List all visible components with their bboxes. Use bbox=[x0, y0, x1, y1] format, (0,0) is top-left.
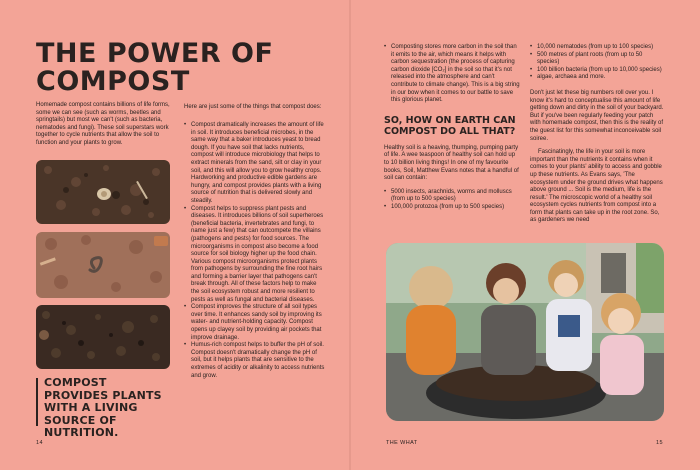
right-column-1 bbox=[384, 44, 520, 212]
list-item: • 10,000 nematodes (from up to 100 species) bbox=[530, 44, 664, 52]
soil-life-list-2 bbox=[530, 44, 664, 82]
body-paragraph: Fascinatingly, the life in your soil is more important than the nutrients it contains when it comes to your plants' ability to access and gobble up these nutrients. As Evans says, 'The ecosystem under the ground drives what happens above ground ... Soil is the medium, life is the result.' The microscopic world of a healthy soil ecosystem cycles nutrients from compost into a form that plants can take up in the root zone. So, as gardeners we need bbox=[530, 149, 663, 224]
soil-life-list-1 bbox=[384, 189, 520, 212]
intro-paragraph: Homemade compost contains billions of life forms, some we can see (such as worms, beetles and springtails) but most we can't (such as bacteria, nematodes and fungi). These soil superstars work together to cycle nutrients that allow the soil to function and your plants to grow. bbox=[36, 102, 170, 146]
pull-quote: COMPOST PROVIDES PLANTS WITH A LIVING SOURCE OF NUTRITION. bbox=[44, 376, 162, 439]
list-item: • 100,000 protozoa (from up to 500 species) bbox=[384, 204, 520, 212]
list-item: • 5000 insects, arachnids, worms and molluscs (from up to 500 species) bbox=[384, 189, 520, 204]
list-item: • Compost dramatically increases the amount of life in soil. It introduces beneficial microbes, in the same way that a baker introduces yeast to bread dough. If you have soil that lacks nutrients, compost will introduce microbiology that helps to extract minerals from the sand, silt or clay in your soil, and this will allow you to grow healthy crops. Hardworking and productive edible gardens are hungry, and compost provides plants with a living source of nutrition that is delivered slowly and steadily. bbox=[184, 122, 326, 206]
list-item: • algae, archaea and more. bbox=[530, 74, 664, 82]
subheading: SO, HOW ON EARTH CAN COMPOST DO ALL THAT? bbox=[384, 114, 516, 137]
page-number-right: 15 bbox=[656, 440, 663, 446]
list-item: • Compost helps to suppress plant pests and diseases. It introduces billions of soil superheroes (beneficial bacteria, invertebrates and fungi, to name just a few) that can outcompete the villains (pathogens and pests) for food sources. The microorganisms in compost also become a food source for soil biology higher up the food chain. Various compost microorganisms protect plants from pathogens by surrounding the fine root hairs and forming a barrier layer that pathogens can't break through. All of these factors help to make the soil ecosystem robust and more resilient to pests as well as fungal and bacterial diseases. bbox=[184, 206, 326, 305]
compost-photo-worm bbox=[36, 232, 170, 298]
page-title: THE POWER OF COMPOST bbox=[36, 38, 274, 97]
list-item: • Humus-rich compost helps to buffer the pH of soil. Compost doesn't dramatically change the pH of soil, but it helps plants that are sensitive to the extremes of acidity or alkalinity to access nutrients and grow. bbox=[184, 342, 326, 380]
body-paragraph: Don't just let these big numbers roll over you. I know it's hard to conceptualise this amount of life getting down and dirty in the soil of your backyard. But if you've been regularly feeding your patch with homemade compost, then this is the reality of the guest list for this somewhat inconceivable soil soiree. bbox=[530, 89, 664, 142]
family-compost-photo bbox=[386, 243, 664, 421]
right-column-2 bbox=[530, 44, 664, 225]
list-item: • Compost improves the structure of all soil types over time. It enhances sandy soil by improving its water- and nutrient-holding capacity. Compost opens up clayey soil by providing air pockets that improve drainage. bbox=[184, 304, 326, 342]
list-item: • 500 metres of plant roots (from up to 50 species) bbox=[530, 52, 664, 67]
compost-photo-soil bbox=[36, 305, 170, 369]
list-item: • 100 billion bacteria (from up to 10,000 species) bbox=[530, 67, 664, 75]
running-head: THE WHAT bbox=[386, 440, 418, 446]
pull-quote-rule bbox=[36, 378, 38, 426]
body-paragraph: Healthy soil is a heaving, thumping, pumping party of life. A wee teaspoon of healthy soil can hold up to 10 billion living things! In one of my favourite books, Soil, Matthew Evans notes that a handful of soil can contain: bbox=[384, 144, 519, 182]
compost-benefits-list bbox=[184, 122, 326, 380]
col2-intro: Here are just some of the things that compost does: bbox=[184, 104, 322, 110]
gutter-shadow bbox=[349, 0, 351, 470]
page-number-left: 14 bbox=[36, 440, 43, 446]
compost-photo-snail bbox=[36, 160, 170, 224]
list-item: • Composting stores more carbon in the soil than it emits to the air, which means it helps with carbon sequestration (the process of capturing carbon dioxide [CO₂] in the soil so that it's not released into the atmosphere and can't contribute to climate change). This is a big string in our bow when it comes to our battle to save this glorious planet. bbox=[384, 44, 520, 105]
